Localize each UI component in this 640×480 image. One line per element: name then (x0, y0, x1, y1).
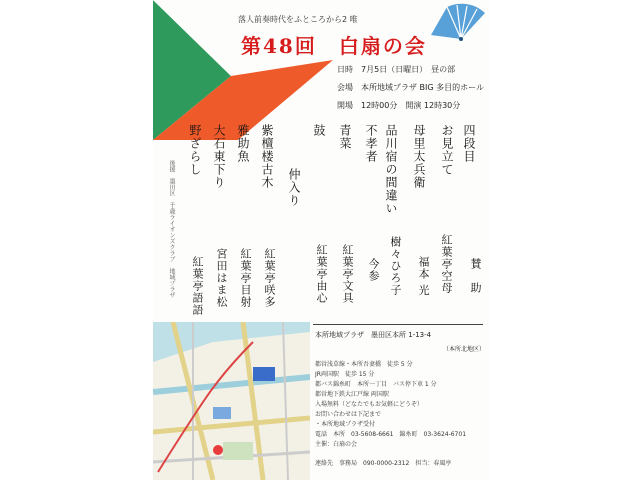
flyer (153, 0, 489, 480)
event-title: 第48回 白扇の会 (241, 34, 427, 58)
date-row (337, 64, 455, 75)
performer-name: 宮田はま松 (215, 248, 228, 308)
program-title: お見立て (440, 124, 454, 176)
performer-name: 樹々ひろ子 (389, 236, 402, 296)
program-title: 母里太兵衛 (412, 124, 426, 189)
program-title: 大石東下り (212, 124, 226, 189)
performer-name: 紅葉亭目射 (239, 248, 252, 308)
venue-row (337, 82, 484, 93)
time-value: 12時00分 開演 12時30分 (361, 101, 461, 110)
top-caption: 落人前奏時代をふところから2 唯 (238, 15, 358, 24)
time-label: 開場 (337, 101, 353, 110)
venue-value: 本所地域プラザ BIG 多目的ホール (361, 83, 484, 92)
access-info (315, 360, 487, 450)
performer-name: 紅葉亭語語 (191, 256, 204, 316)
access-line: 都バス錦糸町 本所一丁目 バス停下車 1 分 (315, 381, 437, 388)
guest-label: 賛 助 (469, 258, 482, 294)
venue-address: 本所地域プラザ 墨田区本所 1-13-4 (315, 331, 432, 339)
access-line: JR両国駅 徒歩 15 分 (315, 371, 375, 378)
access-line: お問い合わせは下記まで (315, 411, 382, 418)
program-title: 四段目 (462, 124, 476, 163)
folding-fan-icon (427, 3, 489, 41)
performer-name: 紅葉亭文具 (341, 244, 354, 304)
date-label: 日時 (337, 65, 353, 74)
program-title: 紫檀楼古木 (260, 124, 274, 189)
performer-name: 紅葉亭由心 (315, 244, 328, 304)
map-note: （本所北地区） (443, 346, 486, 353)
program-title: 青菜 (338, 124, 352, 150)
access-line: ・本所地域プラザ受付 (315, 421, 376, 428)
access-line: 入場無料（どなたでもお気軽にどうぞ） (315, 401, 424, 408)
program-title: 不孝者 (364, 124, 378, 163)
program-title: 野ざらし (188, 124, 202, 176)
performer-name: 今参 (367, 258, 380, 282)
access-line: 都営浅草線・本所吾妻橋 徒歩 5 分 (315, 361, 413, 368)
performer-name: 紅葉亭咲多 (263, 248, 276, 308)
program-title: 品川宿の間違い (384, 124, 398, 215)
divider (313, 324, 483, 325)
access-line: 主催：白扇の会 (315, 441, 358, 448)
time-row (337, 100, 460, 111)
program-title: 雅助魚 (236, 124, 250, 163)
sponsor-note: 後援 墨田区 千歳ライオンズクラブ 地域プラザ (168, 160, 175, 298)
date-value: 7月5日（日曜日） 昼の部 (361, 65, 456, 74)
intermission-label: 仲入り (287, 168, 301, 207)
contact-info: 連絡先 事務局 090-0000-2312 担当：春風亭 (315, 460, 452, 467)
performer-name: 福本 光 (417, 256, 430, 297)
performer-name: 紅葉亭空母 (440, 234, 453, 294)
map-title (315, 330, 431, 340)
access-line: 都営地下鉄大江戸線 両国駅 (315, 391, 389, 398)
venue-label: 会場 (337, 83, 353, 92)
venue-map (153, 322, 310, 480)
program-title: 鼓 (312, 124, 326, 137)
access-line: 電話 本所 03-5608-6661 錦糸町 03-3624-6701 (315, 431, 467, 438)
